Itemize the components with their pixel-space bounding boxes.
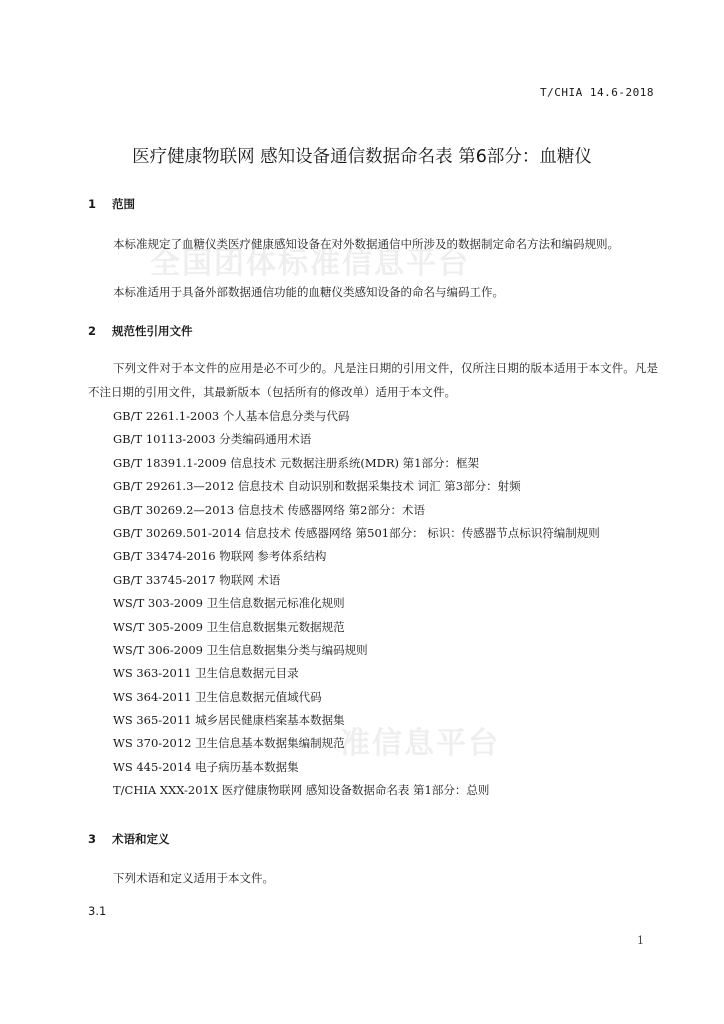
reference-item: GB/T 30269.501-2014 信息技术 传感器网络 第501部分： 标识：传感器节点标识符编制规则: [113, 525, 600, 540]
reference-item: WS 363-2011 卫生信息数据元目录: [113, 666, 299, 681]
reference-item: T/CHIA XXX-201X 医疗健康物联网 感知设备数据命名表 第1部分：总则: [113, 783, 490, 798]
section-1-paragraph-2: 本标准适用于具备外部数据通信功能的血糖仪类感知设备的命名与编码工作。: [113, 285, 504, 299]
section-3-paragraph-1: 下列术语和定义适用于本文件。: [113, 871, 274, 885]
normative-references-list: [113, 405, 600, 803]
section-title: 术语和定义: [112, 832, 170, 846]
reference-item: GB/T 18391.1-2009 信息技术 元数据注册系统(MDR) 第1部分：框架: [113, 455, 479, 470]
document-title: 医疗健康物联网 感知设备通信数据命名表 第6部分：血糖仪: [132, 147, 592, 167]
reference-item: GB/T 10113-2003 分类编码通用术语: [113, 432, 312, 447]
watermark-bottom: 准信息平台: [340, 726, 500, 761]
reference-item: GB/T 30269.2—2013 信息技术 传感器网络 第2部分：术语: [113, 502, 425, 517]
document-number: T/CHIA 14.6-2018: [540, 86, 654, 99]
clause-number: 3.1: [88, 904, 107, 918]
section-1-paragraph-1: 本标准规定了血糖仪类医疗健康感知设备在对外数据通信中所涉及的数据制定命名方法和编码规则。: [113, 237, 619, 251]
reference-item: GB/T 29261.3—2012 信息技术 自动识别和数据采集技术 词汇 第3部分：射频: [113, 479, 521, 494]
section-2-paragraph-1: 下列文件对于本文件的应用是必不可少的。凡是注日期的引用文件，仅所注日期的版本适用于本文件。凡是不注日期的引用文件，其最新版本（包括所有的修改单）适用于本文件。: [88, 361, 658, 399]
section-3-heading: [88, 831, 170, 847]
page-number: 1: [637, 934, 644, 947]
reference-item: WS/T 305-2009 卫生信息数据集元数据规范: [113, 619, 345, 634]
watermark-top: 全国团体标准信息平台: [150, 246, 470, 281]
reference-item: WS/T 306-2009 卫生信息数据集分类与编码规则: [113, 642, 368, 657]
section-number: 3: [88, 832, 97, 846]
reference-item: WS 445-2014 电子病历基本数据集: [113, 759, 299, 774]
reference-item: GB/T 33745-2017 物联网 术语: [113, 572, 281, 587]
section-1-heading: [88, 196, 135, 212]
section-number: 1: [88, 197, 97, 211]
section-number: 2: [88, 324, 97, 338]
reference-item: WS 364-2011 卫生信息数据元值域代码: [113, 689, 322, 704]
reference-item: GB/T 33474-2016 物联网 参考体系结构: [113, 549, 327, 564]
section-2-heading: [88, 323, 193, 339]
section-title: 范围: [112, 197, 136, 211]
reference-item: WS 370-2012 卫生信息基本数据集编制规范: [113, 736, 345, 751]
reference-item: WS/T 303-2009 卫生信息数据元标准化规则: [113, 596, 345, 611]
reference-item: GB/T 2261.1-2003 个人基本信息分类与代码: [113, 409, 350, 423]
section-title: 规范性引用文件: [112, 324, 193, 338]
reference-item: WS 365-2011 城乡居民健康档案基本数据集: [113, 713, 345, 728]
